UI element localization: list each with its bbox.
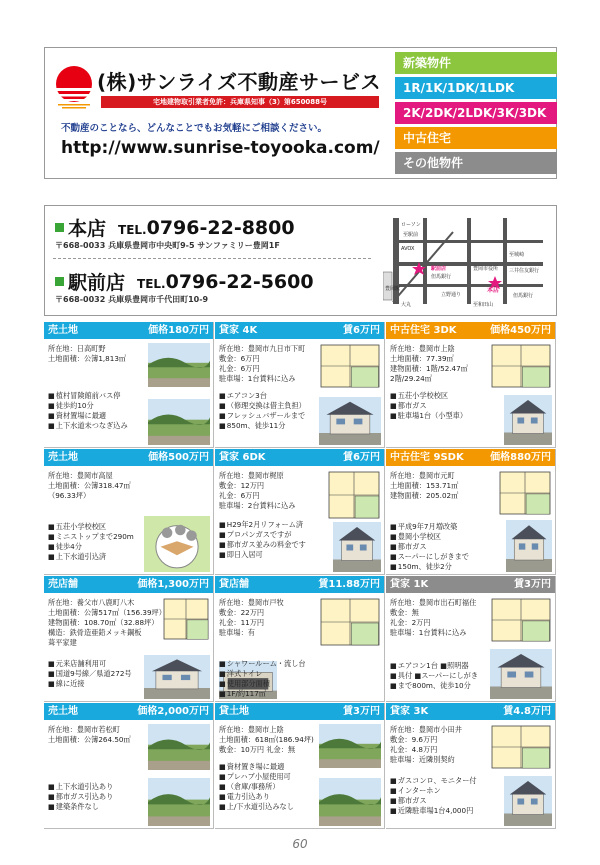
main-store-address: 〒668-0033 兵庫県豊岡市中央町9-5 サンファミリー豊岡1F: [55, 241, 280, 250]
listing-body: [386, 339, 555, 448]
map-label: AVOX: [401, 246, 415, 252]
listing-grid: [44, 322, 557, 832]
listing-header: [215, 449, 384, 466]
store-info: [44, 205, 557, 316]
listing-notes: [390, 776, 477, 816]
info-line: 礼金：4.8万円: [390, 745, 438, 754]
floor-plan-image: [319, 343, 381, 389]
note-line: ■ まで800m、徒歩10分: [390, 681, 478, 691]
info-line: 所在地：豊岡市戸牧: [219, 598, 284, 607]
station-store-row: [55, 268, 314, 295]
info-line: 土地面積：77.39㎡: [390, 354, 454, 363]
listing-header: [386, 322, 555, 339]
floor-plan-image: [327, 470, 381, 520]
listing-card[interactable]: [44, 703, 214, 829]
listing-notes: [219, 762, 294, 812]
info-line: 土地面積：618㎡(186.94坪): [219, 735, 314, 744]
listing-info: [48, 598, 166, 648]
license-number: 宅地建物取引業者免許：兵庫県知事（3）第650088号: [101, 96, 379, 108]
info-line: 土地面積：公簿517㎡（156.39坪）: [48, 608, 166, 617]
property-photo: [504, 395, 552, 445]
note-line: ■ （修理交換は借主負担）: [219, 401, 306, 411]
map-label: 立野通り: [441, 292, 462, 298]
info-line: 敷金：22万円: [219, 608, 265, 617]
map-label: 本店: [487, 287, 500, 294]
page-number: 60: [292, 837, 308, 851]
listing-type: 貸家 3K: [390, 706, 429, 717]
property-photo: [148, 778, 210, 826]
listing-header: [215, 576, 384, 593]
info-line: 建物面積：1階/52.47㎡: [390, 364, 468, 373]
listing-card[interactable]: [386, 322, 556, 448]
note-line: ■ 洋式トイレ: [219, 669, 306, 679]
note-line: ■ プロパンガスですが: [219, 530, 306, 540]
note-line: ■ 上/下水道引込みなし: [219, 802, 294, 812]
listing-card[interactable]: [44, 449, 214, 575]
listing-info: [48, 725, 131, 745]
map-label: 三井住友銀行: [509, 268, 540, 274]
property-photo: [504, 776, 552, 826]
listing-price: 賃6万円: [343, 325, 380, 336]
property-photo: [319, 724, 381, 768]
map-label: 至和田山: [473, 302, 494, 308]
listing-body: [386, 593, 555, 702]
note-line: ■ （倉庫/事務所）: [219, 782, 294, 792]
divider: [53, 258, 371, 259]
listing-type: 貸家 1K: [390, 579, 429, 590]
info-line: 建物面積：108.70㎡（32.88坪）: [48, 618, 159, 627]
info-line: 礼金：6万円: [219, 364, 260, 373]
map-label: 但馬銀行: [431, 274, 452, 280]
main-store-name: 本店: [68, 218, 107, 240]
listing-info: [390, 598, 476, 638]
listing-price: 賃4.8万円: [503, 706, 551, 717]
category-item[interactable]: 1R/1K/1DK/1LDK: [395, 77, 557, 99]
note-line: ■ 850m、徒歩11分: [219, 421, 306, 431]
listing-body: [215, 466, 384, 575]
listing-type: 売土地: [48, 325, 78, 336]
note-line: ■ 都市ガス: [390, 542, 469, 552]
listing-notes: [390, 661, 478, 691]
note-line: ■ 近隣駐車場1台4,000円: [390, 806, 477, 816]
listing-type: 中古住宅 9SDK: [390, 452, 464, 463]
info-line: 駐車場：2台賃料に込み: [219, 501, 296, 510]
info-line: 敷金：10万円 礼金：無: [219, 745, 296, 754]
green-square-icon: [55, 277, 64, 286]
listing-notes: [390, 522, 469, 572]
note-line: ■ ミニストップまで290m: [48, 532, 134, 542]
note-line: ■ 国道9号線／県道272号: [48, 669, 132, 679]
listing-price: 価格180万円: [148, 325, 209, 336]
listing-info: [390, 725, 462, 765]
floor-plan-image: [490, 343, 552, 389]
info-line: 敷金：6万円: [219, 354, 260, 363]
listing-header: [44, 322, 213, 339]
listing-type: 貸店舗: [219, 579, 249, 590]
listing-body: [386, 720, 555, 829]
info-line: 駐車場：1台賃料に込み: [390, 628, 467, 637]
property-photo: [144, 516, 210, 572]
listing-header: [386, 703, 555, 720]
note-line: ■ H29年2月リフォーム済: [219, 520, 306, 530]
info-line: 所在地：豊岡市若松町: [48, 725, 120, 734]
note-line: ■ 即日入居可: [219, 550, 306, 560]
tagline: 不動産のことなら、どんなことでもお気軽にご相談ください。: [61, 123, 328, 134]
listing-price: 価格880万円: [490, 452, 551, 463]
listing-notes: [48, 782, 113, 812]
note-line: ■ 上下水道引込あり: [48, 782, 113, 792]
note-line: ■ 五荘小学校校区: [48, 522, 134, 532]
info-line: 礼金：2万円: [390, 618, 431, 627]
map-label: 豊岡市役所: [473, 266, 499, 272]
listing-type: 貸家 4K: [219, 325, 258, 336]
access-map: [383, 212, 551, 310]
property-photo: [506, 520, 552, 572]
info-line: 敷金：無: [390, 608, 419, 617]
listing-type: 貸土地: [219, 706, 249, 717]
note-line: ■ スーパーにしがきまで: [390, 552, 469, 562]
listing-card[interactable]: [44, 322, 214, 448]
note-line: ■ 都市ガス: [390, 796, 477, 806]
info-line: 駐車場：有: [219, 628, 255, 637]
property-photo: [333, 522, 381, 572]
listing-info: [48, 471, 131, 501]
listing-body: [215, 720, 384, 829]
note-line: ■ 徒歩4分: [48, 542, 134, 552]
category-item[interactable]: 新築物件: [395, 52, 557, 74]
listing-notes: [48, 659, 132, 689]
note-line: ■ ガスコンロ、モニター付: [390, 776, 477, 786]
info-line: 建物面積：205.02㎡: [390, 491, 459, 500]
listing-card[interactable]: [215, 576, 385, 702]
listing-price: 価格1,300万円: [137, 579, 209, 590]
info-line: 構造：鉄骨造亜鉛メッキ鋼板: [48, 628, 142, 637]
listing-notes: [390, 391, 467, 421]
note-line: ■ 使用部分面積: [219, 679, 306, 689]
note-line: ■ 元来店舗利用可: [48, 659, 132, 669]
note-line: ■ 都市ガス引込あり: [48, 792, 113, 802]
green-square-icon: [55, 223, 64, 232]
listing-price: 賃6万円: [343, 452, 380, 463]
note-line: ■ インターホン: [390, 786, 477, 796]
property-photo: [148, 724, 210, 770]
listing-info: [219, 598, 284, 638]
listing-info: [48, 344, 126, 364]
listing-info: [219, 725, 314, 755]
note-line: ■ 駐車場1台（小型車）: [390, 411, 467, 421]
listing-header: [386, 576, 555, 593]
listing-type: 貸家 6DK: [219, 452, 266, 463]
listing-card[interactable]: [215, 322, 385, 448]
note-line: ■ 都市ガス: [390, 401, 467, 411]
map-label: ローソン: [401, 222, 421, 228]
listing-card[interactable]: [215, 703, 385, 829]
map-label: 豊岡駅: [385, 286, 401, 292]
info-line: 所在地：豊岡市九日市下町: [219, 344, 306, 353]
listing-notes: [219, 520, 306, 560]
map-label: 至城崎: [509, 252, 525, 258]
listing-info: [219, 344, 305, 384]
property-photo: [144, 655, 210, 699]
note-line: ■ 150m、徒歩2分: [390, 562, 469, 572]
website-url[interactable]: http://www.sunrise-toyooka.com/: [61, 138, 380, 158]
property-photo: [490, 649, 552, 699]
floor-plan-image: [498, 470, 552, 516]
info-line: 駐車場：1台賃料に込み: [219, 374, 296, 383]
property-photo: [148, 399, 210, 445]
property-photo: [148, 343, 210, 387]
note-line: ■ 電力引込あり: [219, 792, 294, 802]
map-label: 但馬銀行: [513, 293, 534, 299]
sunrise-logo-icon: [54, 64, 94, 110]
property-photo: [319, 397, 381, 445]
listing-info: [390, 471, 458, 501]
listing-card[interactable]: [215, 449, 385, 575]
listing-header: [386, 449, 555, 466]
info-line: 土地面積：公簿318.47㎡: [48, 481, 131, 490]
note-line: ■ 建築条件なし: [48, 802, 113, 812]
info-line: 所在地：豊岡市小田井: [390, 725, 462, 734]
listing-price: 価格2,000万円: [137, 706, 209, 717]
info-line: 2階/29.24㎡: [390, 374, 432, 383]
note-line: ■ 具付 ■スーパーにしがき: [390, 671, 478, 681]
company-banner: [44, 47, 557, 179]
listing-type: 売土地: [48, 452, 78, 463]
note-line: ■ 植村冒険館前バス停: [48, 391, 128, 401]
info-line: 土地面積：153.71㎡: [390, 481, 459, 490]
map-label: 大丸: [401, 302, 412, 308]
info-line: 敷金：12万円: [219, 481, 265, 490]
info-line: 所在地：豊岡市上陰: [219, 725, 284, 734]
company-name: (株)サンライズ不動産サービス: [97, 70, 381, 94]
note-line: ■ 1F/約117㎡: [219, 689, 306, 699]
listing-header: [44, 703, 213, 720]
note-line: ■ エアコン3台: [219, 391, 306, 401]
main-store-tel[interactable]: TEL.0796-22-8800: [118, 216, 295, 239]
listing-body: [386, 466, 555, 575]
note-line: ■ シャワールーム・流し台: [219, 659, 306, 669]
listing-header: [215, 703, 384, 720]
listing-card[interactable]: [386, 576, 556, 702]
listing-header: [215, 322, 384, 339]
info-line: 駐車場：近隣別契約: [390, 755, 455, 764]
listing-type: 売土地: [48, 706, 78, 717]
category-item[interactable]: 中古住宅: [395, 127, 557, 149]
map-label: 至駅前: [403, 232, 419, 238]
info-line: 所在地：豊岡市上陰: [390, 344, 455, 353]
listing-notes: [219, 659, 306, 699]
listing-card[interactable]: [386, 449, 556, 575]
listing-card[interactable]: [44, 576, 214, 702]
note-line: ■ 徒歩約10分: [48, 401, 128, 411]
listing-body: [44, 339, 213, 448]
info-line: 土地面積：公簿1,813㎡: [48, 354, 127, 363]
note-line: ■ 資材置き場に最適: [219, 762, 294, 772]
note-line: ■ 平成9年7月増改築: [390, 522, 469, 532]
listing-type: 中古住宅 3DK: [390, 325, 457, 336]
note-line: ■ プレハブ小屋使用可: [219, 772, 294, 782]
note-line: ■ エアコン1台 ■照明器: [390, 661, 478, 671]
info-line: 礼金：11万円: [219, 618, 265, 627]
category-item[interactable]: 2K/2DK/2LDK/3K/3DK: [395, 102, 557, 124]
listing-card[interactable]: [386, 703, 556, 829]
listing-header: [44, 576, 213, 593]
listing-notes: [219, 391, 306, 431]
main-store-row: [55, 214, 295, 241]
note-line: ■ 線に近接: [48, 679, 132, 689]
info-line: 土地面積：公簿264.50㎡: [48, 735, 131, 744]
note-line: ■ 上下水道未つなぎ込み: [48, 421, 128, 431]
note-line: ■ フレッシュバザールまで: [219, 411, 306, 421]
info-line: 所在地：養父市八鹿町八木: [48, 598, 135, 607]
info-line: （96.33坪）: [48, 491, 91, 500]
info-line: 所在地：豊岡市元町: [390, 471, 455, 480]
info-line: 礼金：6万円: [219, 491, 260, 500]
listing-price: 価格450万円: [490, 325, 551, 336]
floor-plan-image: [162, 597, 210, 641]
property-photo: [319, 778, 381, 826]
floor-plan-image: [490, 597, 552, 643]
listing-price: 賃11.88万円: [318, 579, 380, 590]
info-line: 葺平家建: [48, 638, 77, 647]
station-store-name: 駅前店: [68, 272, 126, 294]
info-line: 所在地：豊岡市高屋: [48, 471, 113, 480]
station-store-tel[interactable]: TEL.0796-22-5600: [137, 270, 314, 293]
listing-info: [219, 471, 295, 511]
info-line: 所在地：豊岡市出石町福住: [390, 598, 477, 607]
category-list: [385, 48, 557, 178]
info-line: 所在地：日高町野: [48, 344, 106, 353]
note-line: ■ 資材置場に最適: [48, 411, 128, 421]
company-info: [45, 48, 385, 178]
listing-body: [44, 593, 213, 702]
listing-body: [215, 339, 384, 448]
listing-info: [390, 344, 468, 384]
listing-price: 賃3万円: [343, 706, 380, 717]
listing-price: 賃3万円: [514, 579, 551, 590]
category-item[interactable]: その他物件: [395, 152, 557, 174]
listing-body: [44, 720, 213, 829]
floor-plan-image: [490, 724, 552, 770]
listing-body: [44, 466, 213, 575]
listing-header: [44, 449, 213, 466]
listing-price: 価格500万円: [148, 452, 209, 463]
listing-notes: [48, 391, 128, 431]
note-line: ■ 都市ガス並みの料金です: [219, 540, 306, 550]
listing-notes: [48, 522, 134, 562]
station-store-address: 〒668-0032 兵庫県豊岡市千代田町10-9: [55, 295, 209, 304]
info-line: 所在地：豊岡市梶原: [219, 471, 284, 480]
note-line: ■ 豊岡小学校区: [390, 532, 469, 542]
map-label: 駅前店: [431, 266, 447, 272]
info-line: 敷金：9.6万円: [390, 735, 438, 744]
listing-type: 売店舗: [48, 579, 78, 590]
note-line: ■ 五荘小学校校区: [390, 391, 467, 401]
listing-body: [215, 593, 384, 702]
note-line: ■ 上下水道引込済: [48, 552, 134, 562]
floor-plan-image: [319, 597, 381, 647]
